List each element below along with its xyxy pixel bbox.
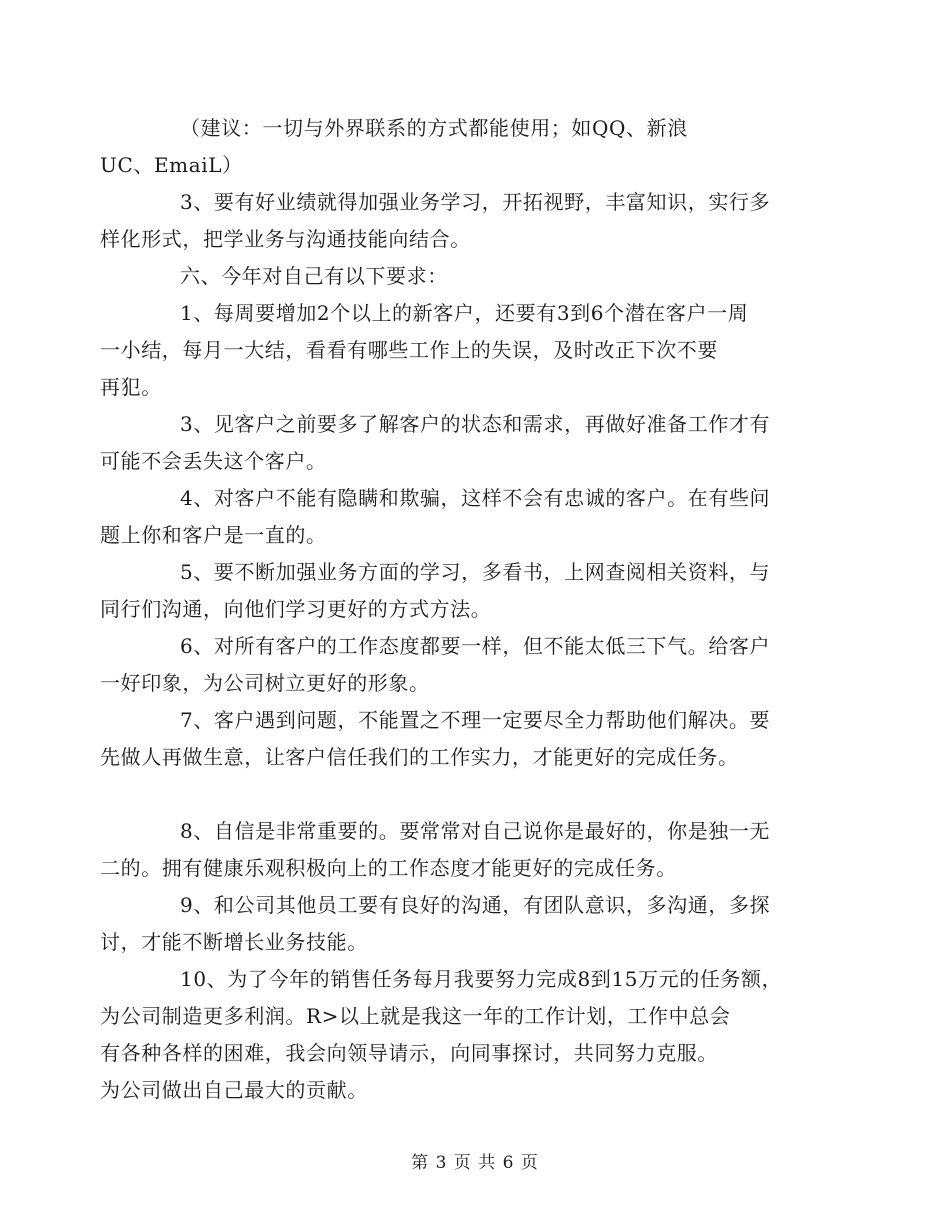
paragraph-item-8: 8、自信是非常重要的。要常常对自己说你是最好的，你是独一无 二的。拥有健康乐观积极向上的工作态度才能更好的完成任务。 bbox=[100, 819, 771, 880]
paragraph-item-5: 5、要不断加强业务方面的学习，多看书，上网查阅相关资料，与 同行们沟通，向他们学习更好的方式方法。 bbox=[100, 560, 771, 621]
paragraph-item-9: 9、和公司其他员工要有良好的沟通，有团队意识，多沟通，多探 讨，才能不断增长业务技能。 bbox=[100, 893, 771, 954]
paragraph-item-10: 10、为了今年的销售任务每月我要努力完成8到15万元的任务额， 为公司制造更多利润。R>以上就是我这一年的工作计划，工作中总会 有各种各样的困难，我会向领导请示，向同事探讨，共同努力克服。 为公司做出自己最大的贡献。 bbox=[100, 967, 783, 1102]
paragraph-item-3-clients: 3、见客户之前要多了解客户的状态和需求，再做好准备工作才有 可能不会丢失这个客户。 bbox=[100, 412, 771, 473]
paragraph-item-7: 7、客户遇到问题，不能置之不理一定要尽全力帮助他们解决。要 先做人再做生意，让客户信任我们的工作实力，才能更好的完成任务。 bbox=[100, 708, 771, 769]
document-body bbox=[100, 110, 812, 1109]
section-heading-six: 六、今年对自己有以下要求： bbox=[180, 264, 448, 288]
paragraph-suggestion: （建议：一切与外界联系的方式都能使用；如QQ、新浪 UC、EmaiL） bbox=[100, 116, 688, 177]
page-number-footer: 第 3 页 共 6 页 bbox=[411, 1153, 539, 1173]
paragraph-item-4: 4、对客户不能有隐瞒和欺骗，这样不会有忠诚的客户。在有些问 题上你和客户是一直的。 bbox=[100, 486, 771, 547]
paragraph-item-1: 1、每周要增加2个以上的新客户，还要有3到6个潜在客户一周 一小结，每月一大结，看看有哪些工作上的失误，及时改正下次不要 再犯。 bbox=[100, 301, 749, 399]
paragraph-item-6: 6、对所有客户的工作态度都要一样，但不能太低三下气。给客户 一好印象，为公司树立更好的形象。 bbox=[100, 634, 771, 695]
blank-line bbox=[140, 776, 812, 813]
paragraph-item-3-study: 3、要有好业绩就得加强业务学习，开拓视野，丰富知识，实行多 样化形式，把学业务与沟通技能向结合。 bbox=[100, 190, 771, 251]
